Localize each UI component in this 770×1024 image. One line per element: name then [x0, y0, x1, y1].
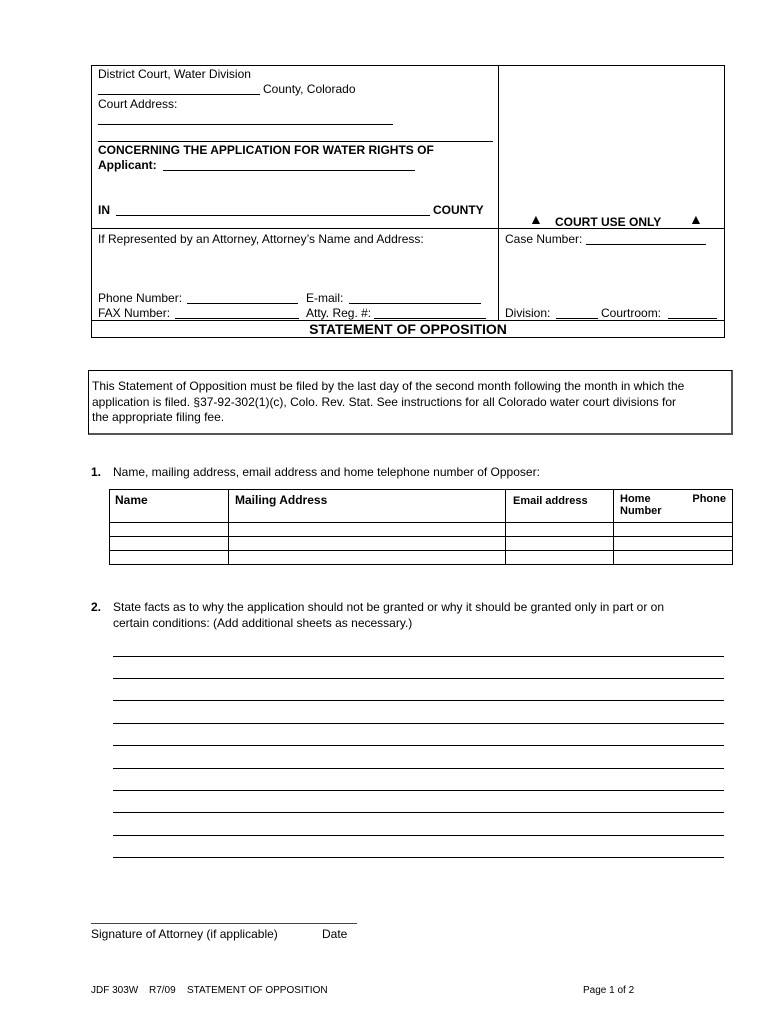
- email-cell[interactable]: [506, 551, 614, 565]
- court-division-label: District Court, Water Division: [98, 67, 251, 81]
- email-column-header: [506, 490, 614, 523]
- item-2-line-1: State facts as to why the application should not be granted or why it should be granted only in part or on: [113, 600, 665, 614]
- item-1-number: 1.: [91, 465, 102, 479]
- court-address-underline: [98, 141, 493, 142]
- date-label: Date: [322, 927, 348, 941]
- fax-number-field[interactable]: [175, 308, 299, 319]
- answer-line[interactable]: [113, 790, 724, 791]
- answer-line[interactable]: [113, 678, 724, 679]
- signature-label: Signature of Attorney (if applicable): [91, 927, 278, 941]
- concerning-heading: CONCERNING THE APPLICATION FOR WATER RIGHTS OF: [98, 143, 434, 157]
- email-field[interactable]: [349, 293, 481, 304]
- notice-text: [92, 379, 684, 426]
- mailing-cell[interactable]: [229, 523, 506, 537]
- table-row: [110, 551, 733, 565]
- in-label: IN: [98, 203, 110, 217]
- answer-line[interactable]: [113, 700, 724, 701]
- name-cell[interactable]: [110, 523, 229, 537]
- county-colorado-label: County, Colorado: [263, 82, 356, 96]
- notice-box: [88, 370, 733, 435]
- answer-line[interactable]: [113, 656, 724, 657]
- court-address-field[interactable]: [98, 124, 393, 125]
- in-county-field[interactable]: [116, 205, 430, 216]
- item-2-line-2: certain conditions: (Add additional sheets as necessary.): [113, 616, 413, 630]
- table-row: [110, 523, 733, 537]
- applicant-label: Applicant:: [98, 158, 157, 172]
- attorney-label: If Represented by an Attorney, Attorney’s Name and Address:: [98, 232, 424, 246]
- item-2-number: 2.: [91, 600, 102, 614]
- opposer-table: [109, 489, 733, 565]
- phone-column-phone: Phone: [692, 493, 726, 505]
- phone-column-header: [614, 490, 733, 523]
- answer-line[interactable]: [113, 835, 724, 836]
- phone-number-field[interactable]: [187, 293, 298, 304]
- phone-column-home: Home: [620, 493, 651, 505]
- email-label: E-mail:: [306, 291, 344, 305]
- notice-line-3: the appropriate filing fee.: [92, 410, 225, 424]
- opposer-table-header: [110, 490, 733, 523]
- courtroom-label: Courtroom:: [601, 306, 662, 320]
- email-cell[interactable]: [506, 537, 614, 551]
- courtroom-field[interactable]: [668, 308, 717, 319]
- signature-line[interactable]: [91, 923, 357, 924]
- footer-page-number: Page 1 of 2: [583, 985, 635, 996]
- answer-line[interactable]: [113, 812, 724, 813]
- applicant-field[interactable]: [163, 160, 415, 171]
- mailing-cell[interactable]: [229, 537, 506, 551]
- notice-line-2: application is filed. §37-92-302(1)(c), Colo. Rev. Stat. See instructions for all Colorado water court divisions for: [92, 394, 677, 409]
- answer-line[interactable]: [113, 723, 724, 724]
- email-column-label: Email address: [513, 495, 588, 507]
- division-field[interactable]: [556, 308, 598, 319]
- phone-cell[interactable]: [614, 551, 733, 565]
- triangle-left-icon: ▲: [529, 211, 543, 227]
- item-1-text: Name, mailing address, email address and home telephone number of Opposer:: [113, 465, 540, 479]
- case-number-label: Case Number:: [505, 232, 583, 246]
- fax-number-label: FAX Number:: [98, 306, 171, 320]
- phone-cell[interactable]: [614, 523, 733, 537]
- email-cell[interactable]: [506, 523, 614, 537]
- footer-form-title: STATEMENT OF OPPOSITION: [187, 985, 328, 996]
- name-cell[interactable]: [110, 551, 229, 565]
- court-use-only-label: COURT USE ONLY: [555, 215, 662, 229]
- phone-column-number: Number: [620, 505, 662, 517]
- answer-line[interactable]: [113, 768, 724, 769]
- court-address-label: Court Address:: [98, 97, 178, 111]
- mailing-column-label: Mailing Address: [235, 493, 328, 507]
- case-number-field[interactable]: [586, 234, 706, 245]
- atty-reg-label: Atty. Reg. #:: [306, 306, 372, 320]
- answer-line[interactable]: [113, 745, 724, 746]
- county-field[interactable]: [98, 84, 260, 95]
- form-title: STATEMENT OF OPPOSITION: [309, 321, 507, 337]
- answer-line[interactable]: [113, 857, 724, 858]
- county-label: COUNTY: [433, 203, 484, 217]
- footer-revision: R7/09: [149, 985, 176, 996]
- triangle-right-icon: ▲: [689, 211, 703, 227]
- phone-cell[interactable]: [614, 537, 733, 551]
- division-label: Division:: [505, 306, 551, 320]
- name-cell[interactable]: [110, 537, 229, 551]
- phone-number-label: Phone Number:: [98, 291, 183, 305]
- footer-form-id: JDF 303W: [91, 985, 139, 996]
- mailing-column-header: [229, 490, 506, 523]
- caption-divider-vertical: [498, 65, 499, 320]
- name-column-header: [110, 490, 229, 523]
- atty-reg-field[interactable]: [374, 308, 486, 319]
- table-row: [110, 537, 733, 551]
- name-column-label: Name: [115, 493, 148, 507]
- notice-line-1: This Statement of Opposition must be filed by the last day of the second month following the month in which the: [92, 379, 685, 393]
- mailing-cell[interactable]: [229, 551, 506, 565]
